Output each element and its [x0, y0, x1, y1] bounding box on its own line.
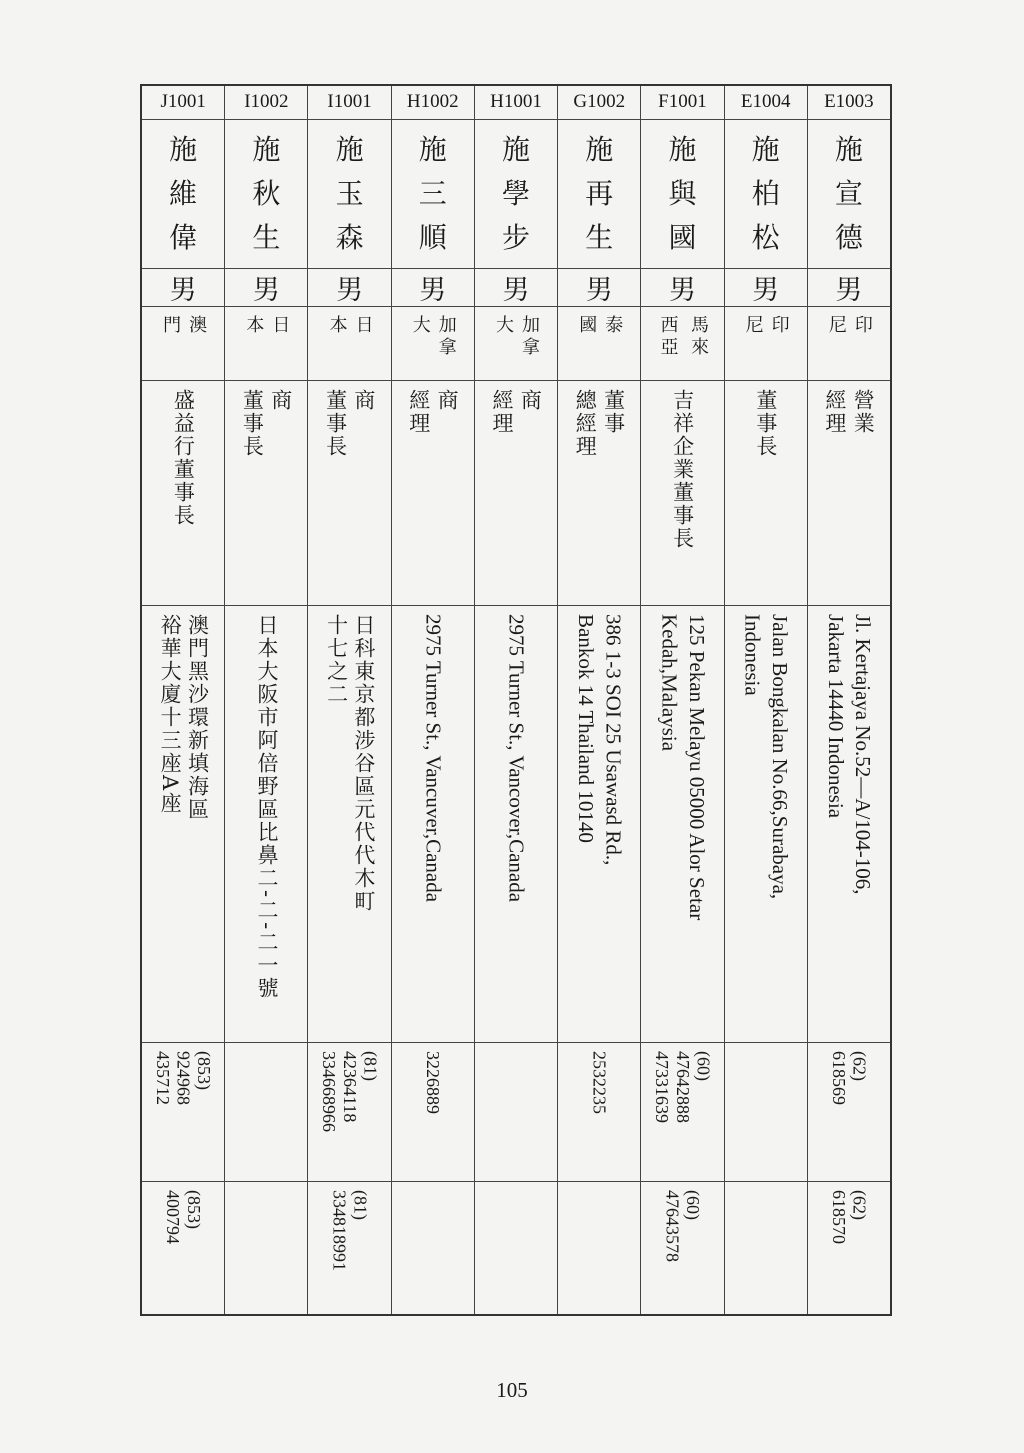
record-title — [725, 381, 807, 606]
record-gender: 男 — [641, 269, 723, 307]
record-phone — [475, 1043, 557, 1183]
record-gender: 男 — [225, 269, 307, 307]
country-text: 日本 — [243, 315, 291, 354]
title-text: 吉祥企業董事長 — [670, 389, 695, 551]
name-char: 宣 — [834, 176, 863, 210]
record-fax — [725, 1182, 807, 1314]
country-text: 澳門 — [160, 315, 208, 354]
record-name — [808, 120, 890, 270]
title-text: 商 董事長 — [323, 389, 376, 459]
record-country — [641, 307, 723, 381]
record-code: F1001 — [641, 86, 723, 120]
record-column — [142, 86, 224, 1314]
record-title — [225, 381, 307, 606]
record-title — [308, 381, 390, 606]
title-text: 營業 經理 — [822, 389, 876, 436]
name-char: 施 — [252, 132, 281, 166]
name-char: 柏 — [751, 176, 780, 210]
record-column — [391, 86, 474, 1314]
name-char: 三 — [418, 176, 447, 210]
record-name — [225, 120, 307, 270]
record-name — [558, 120, 640, 270]
record-address — [808, 606, 890, 1043]
record-column — [557, 86, 640, 1314]
record-phone — [392, 1043, 474, 1183]
record-address — [558, 606, 640, 1043]
phone-text: (60) 47642888 47331639 — [652, 1050, 714, 1123]
name-char: 施 — [751, 132, 780, 166]
record-country — [308, 307, 390, 381]
name-char: 施 — [668, 132, 697, 166]
record-title — [641, 381, 723, 606]
record-column — [474, 86, 557, 1314]
country-text: 加拿大 — [409, 315, 457, 360]
record-name — [725, 120, 807, 270]
phone-text: (853) 924968 435712 — [152, 1050, 215, 1105]
address-text: 2975 Turner St., Vancover,Canada — [504, 614, 529, 903]
record-code: H1002 — [392, 86, 474, 120]
record-name — [475, 120, 557, 270]
record-code: E1004 — [725, 86, 807, 120]
record-address — [225, 606, 307, 1043]
country-text: 加拿大 — [493, 315, 541, 360]
title-text: 盛益行董事長 — [171, 389, 196, 528]
record-fax — [641, 1182, 723, 1314]
record-phone — [142, 1043, 224, 1183]
phone-text: (62) 618569 — [828, 1050, 870, 1105]
record-fax — [808, 1182, 890, 1314]
address-text: 125 Pekan Melayu 05000 Alor Setar Kedah,Malaysia — [657, 614, 709, 921]
address-text: 日本大阪市阿倍野區比鼻二-二-二一號 — [255, 614, 279, 1001]
record-gender: 男 — [308, 269, 390, 307]
record-phone — [725, 1043, 807, 1183]
record-address — [392, 606, 474, 1043]
record-country — [225, 307, 307, 381]
title-text: 商 經理 — [490, 389, 543, 436]
name-char: 施 — [585, 132, 614, 166]
address-text: 386 1-3 SOI 25 Usawasd Rd., Bankok 14 Thailand 10140 — [574, 614, 626, 866]
record-name — [142, 120, 224, 270]
name-char: 生 — [252, 220, 281, 254]
address-text: Jalan Bongkalan No.66,Surabaya, Indonesia — [740, 614, 792, 900]
name-char: 順 — [418, 220, 447, 254]
name-char: 德 — [834, 220, 863, 254]
record-phone — [558, 1043, 640, 1183]
address-text: Jl. Kertajaya No.52—A/104-106, Jakarta 14440 Indonesia — [823, 614, 876, 895]
record-country — [808, 307, 890, 381]
record-code: J1001 — [142, 86, 224, 120]
name-char: 松 — [751, 220, 780, 254]
record-title — [808, 381, 890, 606]
record-country — [558, 307, 640, 381]
title-text: 董事 總經理 — [573, 389, 626, 459]
record-code: E1003 — [808, 86, 890, 120]
record-fax — [308, 1182, 390, 1314]
title-text: 商 董事長 — [240, 389, 293, 459]
record-phone — [225, 1043, 307, 1183]
record-code: I1002 — [225, 86, 307, 120]
record-phone — [641, 1043, 723, 1183]
record-title — [142, 381, 224, 606]
phone-text: 2532235 — [589, 1050, 610, 1114]
name-char: 與 — [668, 176, 697, 210]
record-address — [725, 606, 807, 1043]
record-code: H1001 — [475, 86, 557, 120]
name-char: 學 — [502, 176, 531, 210]
fax-text: (62) 618570 — [828, 1190, 870, 1245]
record-name — [641, 120, 723, 270]
record-address — [641, 606, 723, 1043]
phone-text: (81) 42364118 334668966 — [319, 1050, 381, 1132]
record-address — [475, 606, 557, 1043]
record-fax — [142, 1182, 224, 1314]
phone-text: 3226889 — [423, 1050, 444, 1114]
record-fax — [392, 1182, 474, 1314]
record-column — [640, 86, 723, 1314]
record-name — [308, 120, 390, 270]
country-text: 印尼 — [825, 315, 873, 354]
record-country — [142, 307, 224, 381]
record-title — [392, 381, 474, 606]
record-country — [725, 307, 807, 381]
record-fax — [558, 1182, 640, 1314]
record-code: G1002 — [558, 86, 640, 120]
country-text: 日本 — [326, 315, 374, 354]
record-country — [392, 307, 474, 381]
name-char: 施 — [502, 132, 531, 166]
record-gender: 男 — [142, 269, 224, 307]
address-text: 2975 Turner St., Vancuver,Canada — [421, 614, 446, 903]
record-phone — [308, 1043, 390, 1183]
directory-table — [140, 84, 892, 1316]
record-code: I1001 — [308, 86, 390, 120]
title-text: 董事長 — [753, 389, 778, 459]
name-char: 施 — [418, 132, 447, 166]
country-text: 馬來 西亞 — [657, 315, 710, 360]
record-fax — [475, 1182, 557, 1314]
name-char: 施 — [834, 132, 863, 166]
record-gender: 男 — [558, 269, 640, 307]
address-text: 澳門黑沙環新填海區 裕華大廈十三座A座 — [158, 614, 210, 822]
name-char: 國 — [668, 220, 697, 254]
record-name — [392, 120, 474, 270]
name-char: 生 — [585, 220, 614, 254]
fax-text: (60) 47643578 — [662, 1190, 704, 1263]
record-address — [142, 606, 224, 1043]
fax-text: (81) 334818991 — [329, 1190, 371, 1272]
name-char: 偉 — [169, 220, 198, 254]
record-column — [807, 86, 890, 1314]
record-fax — [225, 1182, 307, 1314]
name-char: 再 — [585, 176, 614, 210]
record-gender: 男 — [475, 269, 557, 307]
record-country — [475, 307, 557, 381]
name-char: 玉 — [335, 176, 364, 210]
name-char: 秋 — [252, 176, 281, 210]
record-column — [724, 86, 807, 1314]
country-text: 印尼 — [742, 315, 790, 354]
name-char: 施 — [335, 132, 364, 166]
record-address — [308, 606, 390, 1043]
name-char: 維 — [169, 176, 198, 210]
name-char: 步 — [502, 220, 531, 254]
page-number: 105 — [496, 1378, 528, 1402]
name-char: 森 — [335, 220, 364, 254]
fax-text: (853) 400794 — [163, 1190, 204, 1245]
record-phone — [808, 1043, 890, 1183]
name-char: 施 — [169, 132, 198, 166]
title-text: 商 經理 — [406, 389, 460, 436]
country-text: 泰國 — [576, 315, 624, 354]
address-text: 日科東京都涉谷區元代代木町 十七之二 — [324, 614, 376, 914]
record-column — [307, 86, 390, 1314]
record-gender: 男 — [392, 269, 474, 307]
record-title — [558, 381, 640, 606]
record-title — [475, 381, 557, 606]
record-gender: 男 — [808, 269, 890, 307]
record-gender: 男 — [725, 269, 807, 307]
record-column — [224, 86, 307, 1314]
